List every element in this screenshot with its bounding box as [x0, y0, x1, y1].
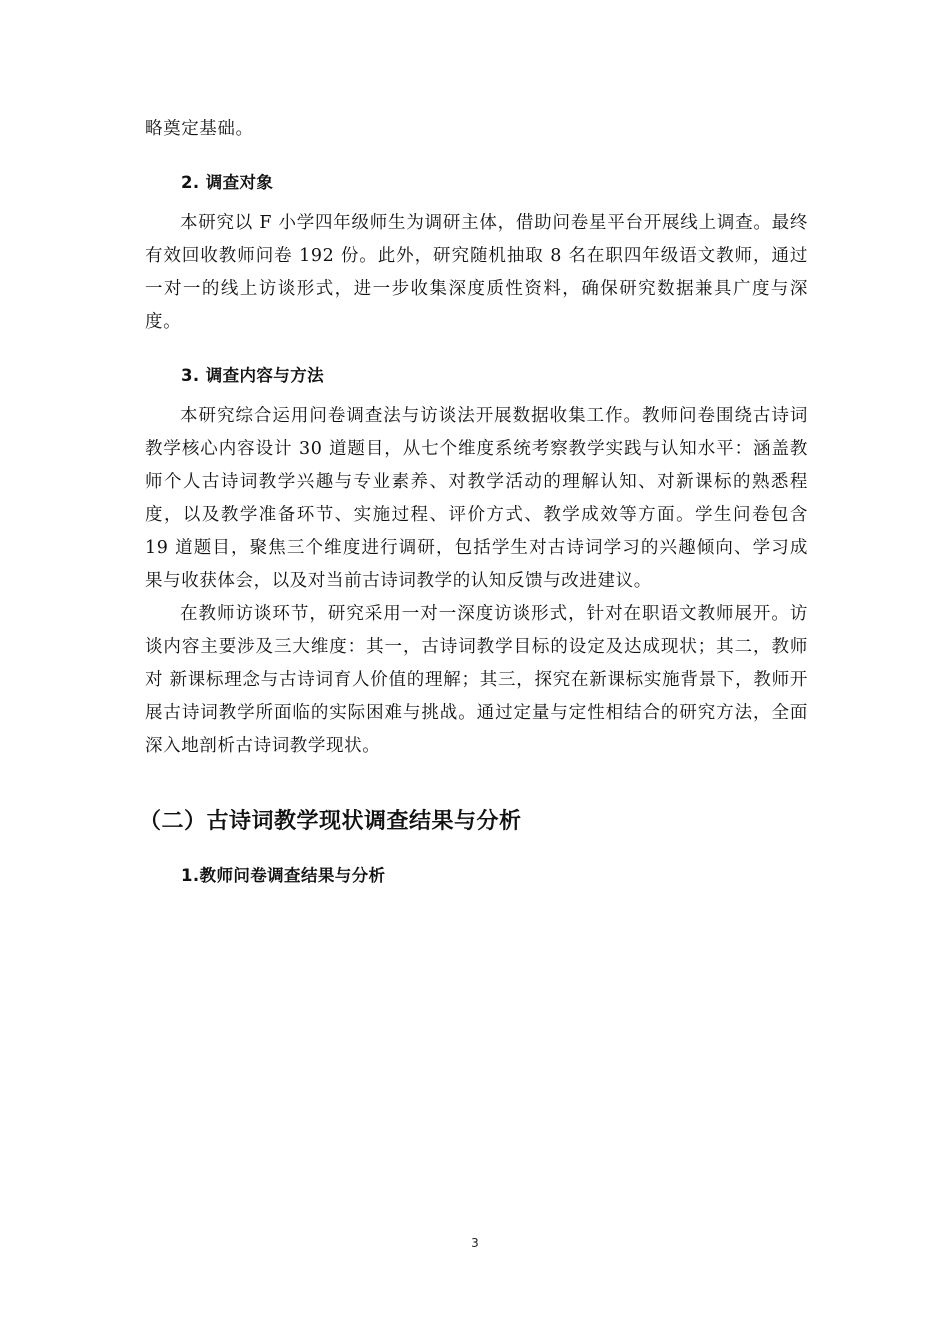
section-heading-results: （二）古诗词教学现状调查结果与分析: [139, 809, 522, 834]
continued-paragraph: 略奠定基础。: [145, 119, 254, 139]
page-number: 3: [471, 1236, 479, 1250]
spacer: [145, 199, 808, 207]
paragraph-survey-methods: 本研究综合运用问卷调查法与访谈法开展数据收集工作。教师问卷围绕古诗词教学核心内容设计 30 道题目，从七个维度系统考察教学实践与认知水平：涵盖教师个人古诗词教学兴趣与专业素养、对教学活动的理解认知、对新课标的熟悉程度，以及教学准备环节、实施过程、评价方式、教学成效等方面。学生问卷包含 19 道题目，聚焦三个维度进行调研，包括学生对古诗词学习的兴趣倾向、学习成果与收获体会，以及对当前古诗词教学的认知反馈与改进建议。: [145, 406, 808, 591]
paragraph-interview: 在教师访谈环节，研究采用一对一深度访谈形式，针对在职语文教师展开。访谈内容主要涉及三大维度：其一，古诗词教学目标的设定及达成现状；其二，教师对 新课标理念与古诗词育人价值的理解；其三，探究在新课标实施背景下，教师开展古诗词教学所面临的实际困难与挑战。通过定量与定性相结合的研究方法，全面深入地剖析古诗词教学现状。: [145, 604, 808, 756]
paragraph-survey-subjects: 本研究以 F 小学四年级师生为调研主体，借助问卷星平台开展线上调查。最终有效回收教师问卷 192 份。此外，研究随机抽取 8 名在职四年级语文教师，通过一对一的线上访谈形式，进一步收集深度质性资料，确保研究数据兼具广度与深度。: [145, 213, 808, 332]
spacer: [145, 339, 808, 359]
spacer: [145, 146, 808, 166]
subsection-heading-teacher-survey: 1.教师问卷调查结果与分析: [181, 866, 386, 885]
heading-survey-subjects: 2. 调查对象: [181, 173, 274, 192]
page-content: [139, 113, 808, 892]
heading-survey-methods: 3. 调查内容与方法: [181, 366, 324, 385]
spacer: [145, 763, 808, 805]
spacer: [145, 392, 808, 400]
spacer: [145, 839, 808, 859]
